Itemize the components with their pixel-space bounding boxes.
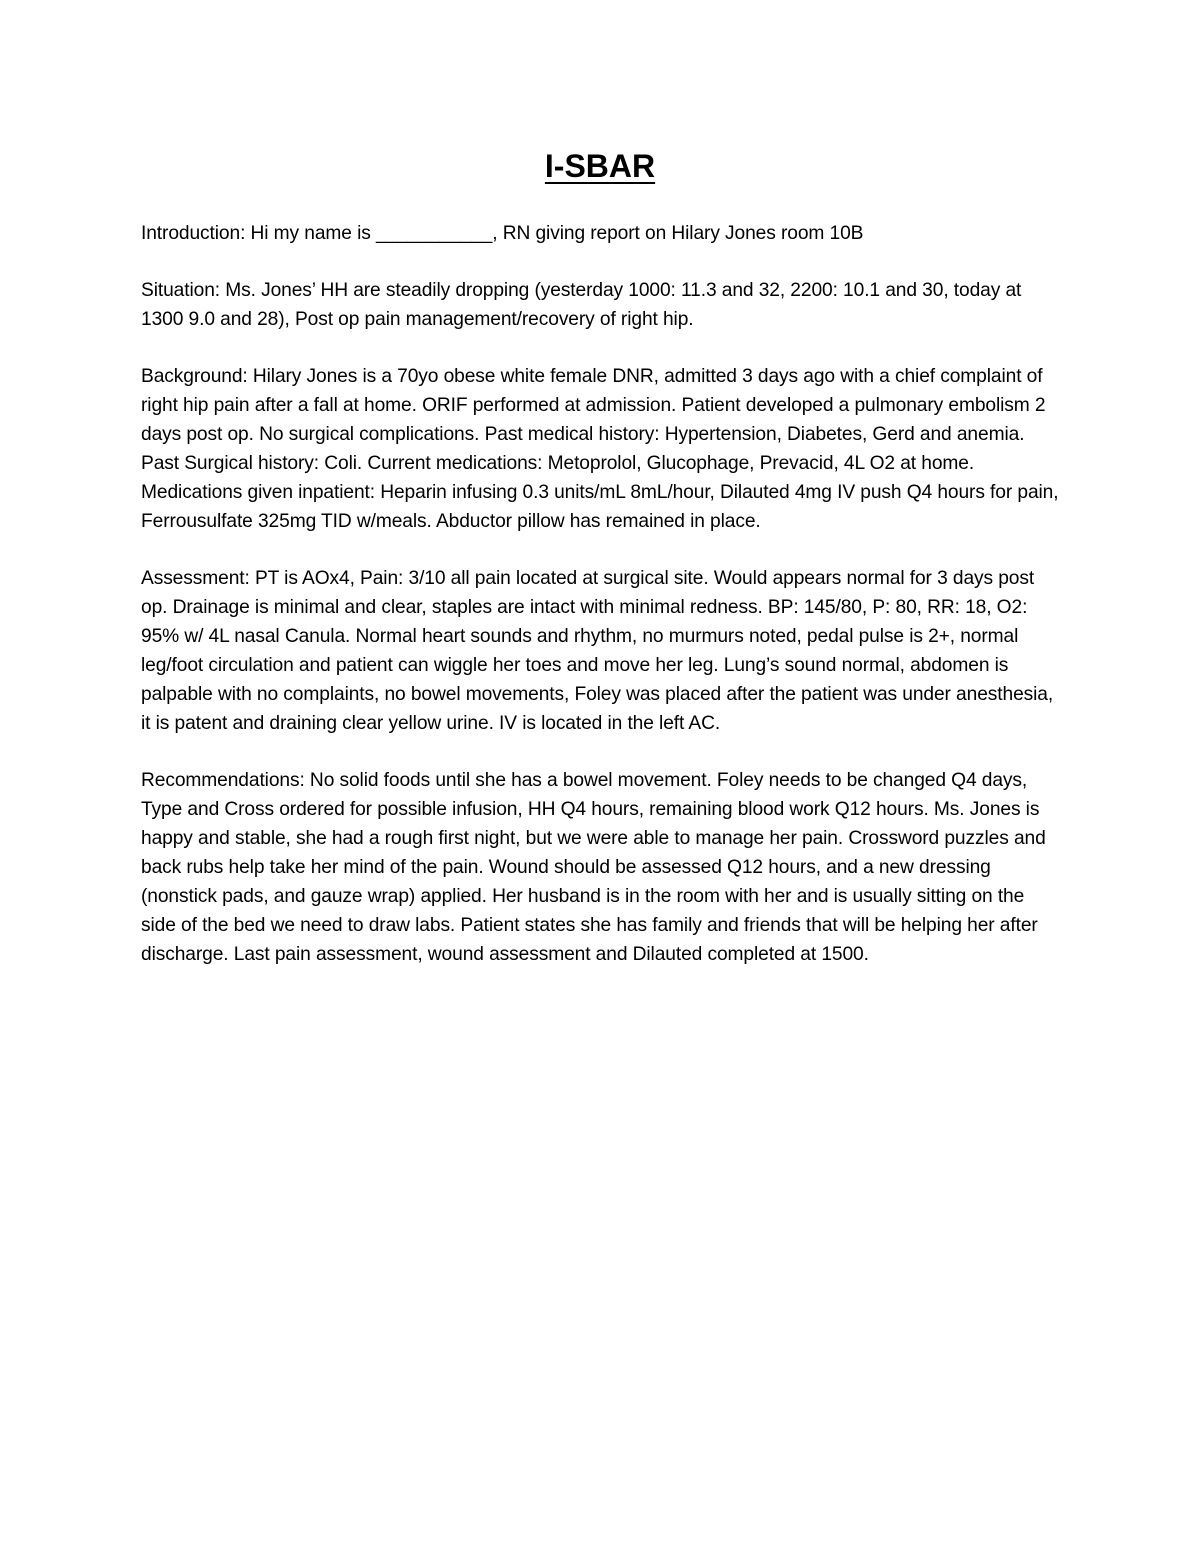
document-body — [141, 219, 1063, 997]
document-title: I-SBAR — [544, 148, 656, 184]
paragraph-recommendations: Recommendations: No solid foods until she has a bowel movement. Foley needs to be changed Q4 days, Type and Cross ordered for possible infusion, HH Q4 hours, remaining blood work Q12 hours. Ms. Jones is happy and stable, she had a rough first night, but we were able to manage her pain. Crossword puzzles and back rubs help take her mind of the pain. Wound should be assessed Q12 hours, and a new dressing (nonstick pads, and gauze wrap) applied. Her husband is in the room with her and is usually sitting on the side of the bed we need to draw labs. Patient states she has family and friends that will be helping her after discharge. Last pain assessment, wound assessment and Dilauted completed at 1500. — [141, 770, 1046, 965]
paragraph-assessment: Assessment: PT is AOx4, Pain: 3/10 all pain located at surgical site. Would appears normal for 3 days post op. Drainage is minimal and clear, staples are intact with minimal redness. BP: 145/80, P: 80, RR: 18, O2: 95% w/ 4L nasal Canula. Normal heart sounds and rhythm, no murmurs noted, pedal pulse is 2+, normal leg/foot circulation and patient can wiggle her toes and move her leg. Lung’s sound normal, abdomen is palpable with no complaints, no bowel movements, Foley was placed after the patient was under anesthesia, it is patent and draining clear yellow urine. IV is located in the left AC. — [141, 568, 1054, 734]
paragraph-introduction: Introduction: Hi my name is ___________, RN giving report on Hilary Jones room 10B — [141, 223, 864, 244]
paragraph-situation: Situation: Ms. Jones’ HH are steadily dropping (yesterday 1000: 11.3 and 32, 2200: 10.1 and 30, today at 1300 9.0 and 28), Post op pain management/recovery of right hip. — [141, 280, 1022, 330]
paragraph-background: Background: Hilary Jones is a 70yo obese white female DNR, admitted 3 days ago with a chief complaint of right hip pain after a fall at home. ORIF performed at admission. Patient developed a pulmonary embolism 2 days post op. No surgical complications. Past medical history: Hypertension, Diabetes, Gerd and anemia. Past Surgical history: Coli. Current medications: Metoprolol, Glucophage, Prevacid, 4L O2 at home. Medications given inpatient: Heparin infusing 0.3 units/mL 8mL/hour, Dilauted 4mg IV push Q4 hours for pain, Ferrousulfate 325mg TID w/meals. Abductor pillow has remained in place. — [141, 366, 1059, 532]
